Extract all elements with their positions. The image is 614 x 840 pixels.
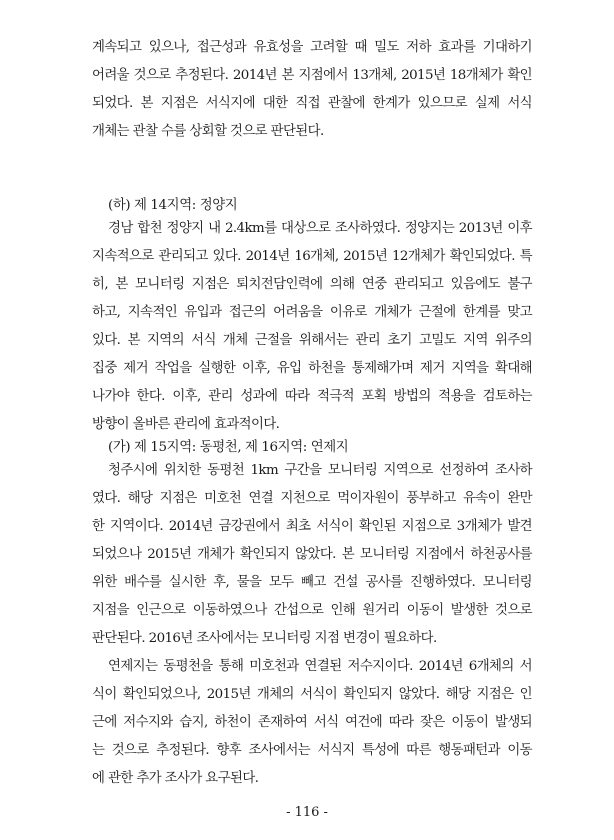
paragraph-line: 방향이 올바른 관리에 효과적이다. <box>92 417 280 432</box>
paragraph-line: 지속적으로 관리되고 있다. 2014년 16개체, 2015년 12개체가 확인되었다. 특 <box>92 249 532 264</box>
page-number: - 116 - <box>286 805 328 820</box>
paragraph-line: 되었으나 2015년 개체가 확인되지 않았다. 본 모니터링 지점에서 하천공사를 <box>92 547 532 562</box>
paragraph-line: 어려울 것으로 추정된다. 2014년 본 지점에서 13개체, 2015년 18개체가 확인 <box>92 68 532 83</box>
paragraph-line: 에 관한 추가 조사가 요구된다. <box>92 771 259 786</box>
paragraph-line: 히, 본 모니터링 지점은 퇴치전담인력에 의해 연중 관리되고 있음에도 불구 <box>92 277 532 292</box>
paragraph-line: 는 것으로 추정된다. 향후 조사에서는 서식지 특성에 따른 행동패턴과 이동 <box>92 743 532 758</box>
section-heading: (하) 제 14지역: 정양지 <box>108 198 238 213</box>
paragraph-line: 지점을 인근으로 이동하였으나 간섭으로 인해 원거리 이동이 발생한 것으로 <box>92 603 532 618</box>
paragraph-line: 판단된다. 2016년 조사에서는 모니터링 지점 변경이 필요하다. <box>92 631 437 646</box>
paragraph-line: 식이 확인되었으나, 2015년 개체의 서식이 확인되지 않았다. 해당 지점은 인 <box>92 687 532 702</box>
paragraph-line: 였다. 해당 지점은 미호천 연결 지천으로 먹이자원이 풍부하고 유속이 완만 <box>92 491 532 506</box>
paragraph-line: 연제지는 동평천을 통해 미호천과 연결된 저수지이다. 2014년 6개체의 서 <box>108 659 532 674</box>
paragraph-line: 계속되고 있으나, 접근성과 유효성을 고려할 때 밀도 저하 효과를 기대하기 <box>92 40 532 55</box>
paragraph-line: 위한 배수를 실시한 후, 물을 모두 빼고 건설 공사를 진행하였다. 모니터링 <box>92 575 532 590</box>
paragraph-line: 한 지역이다. 2014년 금강권에서 최초 서식이 확인된 지점으로 3개체가 발견 <box>92 519 532 534</box>
paragraph-line: 나가야 한다. 이후, 관리 성과에 따라 적극적 포획 방법의 적용을 검토하는 <box>92 389 532 404</box>
paragraph-line: 되었다. 본 지점은 서식지에 대한 직접 관찰에 한계가 있으므로 실제 서식 <box>92 96 532 111</box>
paragraph-line: 근에 저수지와 습지, 하천이 존재하여 서식 여건에 따라 잦은 이동이 발생되 <box>92 715 532 730</box>
paragraph-line: 하고, 지속적인 유입과 접근의 어려움을 이유로 개체가 근절에 한계를 맞고 <box>92 305 532 320</box>
paragraph-line: 경남 합천 정양지 내 2.4km를 대상으로 조사하였다. 정양지는 2013년 이후 <box>108 221 532 236</box>
paragraph-line: 집중 제거 작업을 실행한 이후, 유입 하천을 통제해가며 제거 지역을 확대해 <box>92 361 532 376</box>
paragraph-line: 개체는 관찰 수를 상회할 것으로 판단된다. <box>92 124 324 139</box>
paragraph-line: 있다. 본 지역의 서식 개체 근절을 위해서는 관리 초기 고밀도 지역 위주의 <box>92 333 532 348</box>
paragraph-line: 청주시에 위치한 동평천 1km 구간을 모니터링 지역으로 선정하여 조사하 <box>108 463 532 478</box>
section-heading: (가) 제 15지역: 동평천, 제 16지역: 연제지 <box>108 440 349 455</box>
